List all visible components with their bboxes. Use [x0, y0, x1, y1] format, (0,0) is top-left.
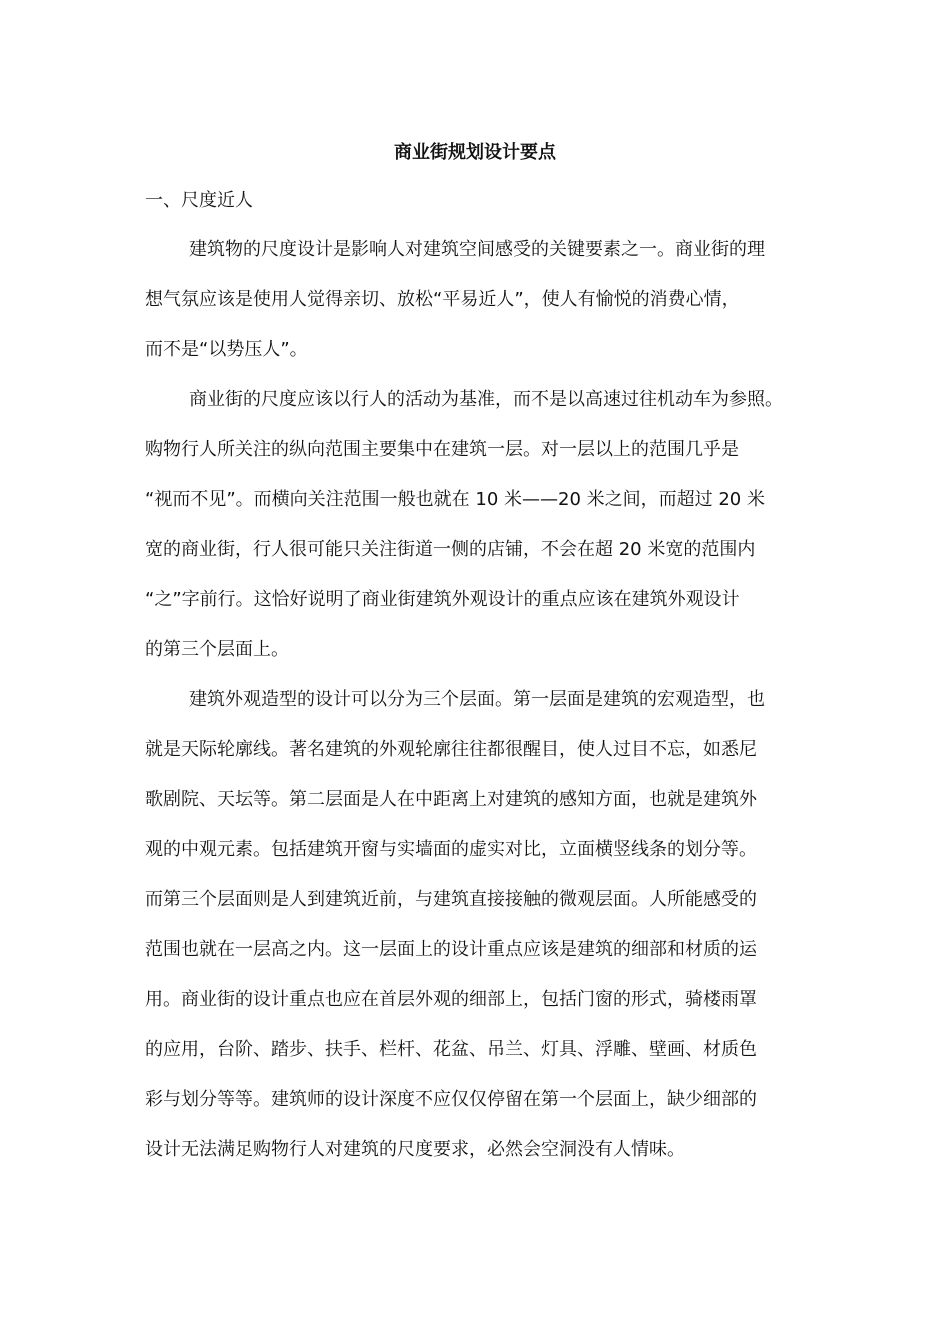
text-line: “视而不见”。而横向关注范围一般也就在 10 米——20 米之间，而超过 20 米	[145, 489, 765, 510]
paragraph-1	[145, 232, 805, 382]
text-line: 想气氛应该是使用人觉得亲切、放松“平易近人”，使人有愉悦的消费心情，	[145, 289, 740, 310]
text-line: 范围也就在一层高之内。这一层面上的设计重点应该是建筑的细部和材质的运	[145, 939, 757, 960]
text-line: 彩与划分等等。建筑师的设计深度不应仅仅停留在第一个层面上，缺少细部的	[145, 1089, 757, 1110]
text-line: 而第三个层面则是人到建筑近前，与建筑直接接触的微观层面。人所能感受的	[145, 889, 757, 910]
text-line: 歌剧院、天坛等。第二层面是人在中距离上对建筑的感知方面，也就是建筑外	[145, 789, 757, 810]
text-line: 观的中观元素。包括建筑开窗与实墙面的虚实对比，立面横竖线条的划分等。	[145, 839, 757, 860]
text-line: 商业街的尺度应该以行人的活动为基准，而不是以高速过往机动车为参照。	[189, 389, 783, 410]
document-title: 商业街规划设计要点	[394, 142, 556, 163]
section-heading: 一、尺度近人	[145, 190, 253, 211]
text-line: 用。商业街的设计重点也应在首层外观的细部上，包括门窗的形式，骑楼雨罩	[145, 989, 757, 1010]
text-line: 宽的商业街，行人很可能只关注街道一侧的店铺，不会在超 20 米宽的范围内	[145, 539, 756, 560]
text-line: 的第三个层面上。	[145, 639, 289, 660]
text-line: 设计无法满足购物行人对建筑的尺度要求，必然会空洞没有人情味。	[145, 1139, 685, 1160]
text-line: 的应用，台阶、踏步、扶手、栏杆、花盆、吊兰、灯具、浮雕、壁画、材质色	[145, 1039, 757, 1060]
text-line: 建筑外观造型的设计可以分为三个层面。第一层面是建筑的宏观造型，也	[189, 689, 765, 710]
text-line: 就是天际轮廓线。著名建筑的外观轮廓往往都很醒目，使人过目不忘，如悉尼	[145, 739, 757, 760]
paragraph-2	[145, 382, 805, 682]
paragraph-3	[145, 682, 805, 1182]
text-line: “之”字前行。这恰好说明了商业街建筑外观设计的重点应该在建筑外观设计	[145, 589, 740, 610]
text-line: 而不是“以势压人”。	[145, 339, 308, 360]
text-line: 建筑物的尺度设计是影响人对建筑空间感受的关键要素之一。商业街的理	[189, 239, 765, 260]
document-body	[145, 232, 805, 1182]
text-line: 购物行人所关注的纵向范围主要集中在建筑一层。对一层以上的范围几乎是	[145, 439, 739, 460]
